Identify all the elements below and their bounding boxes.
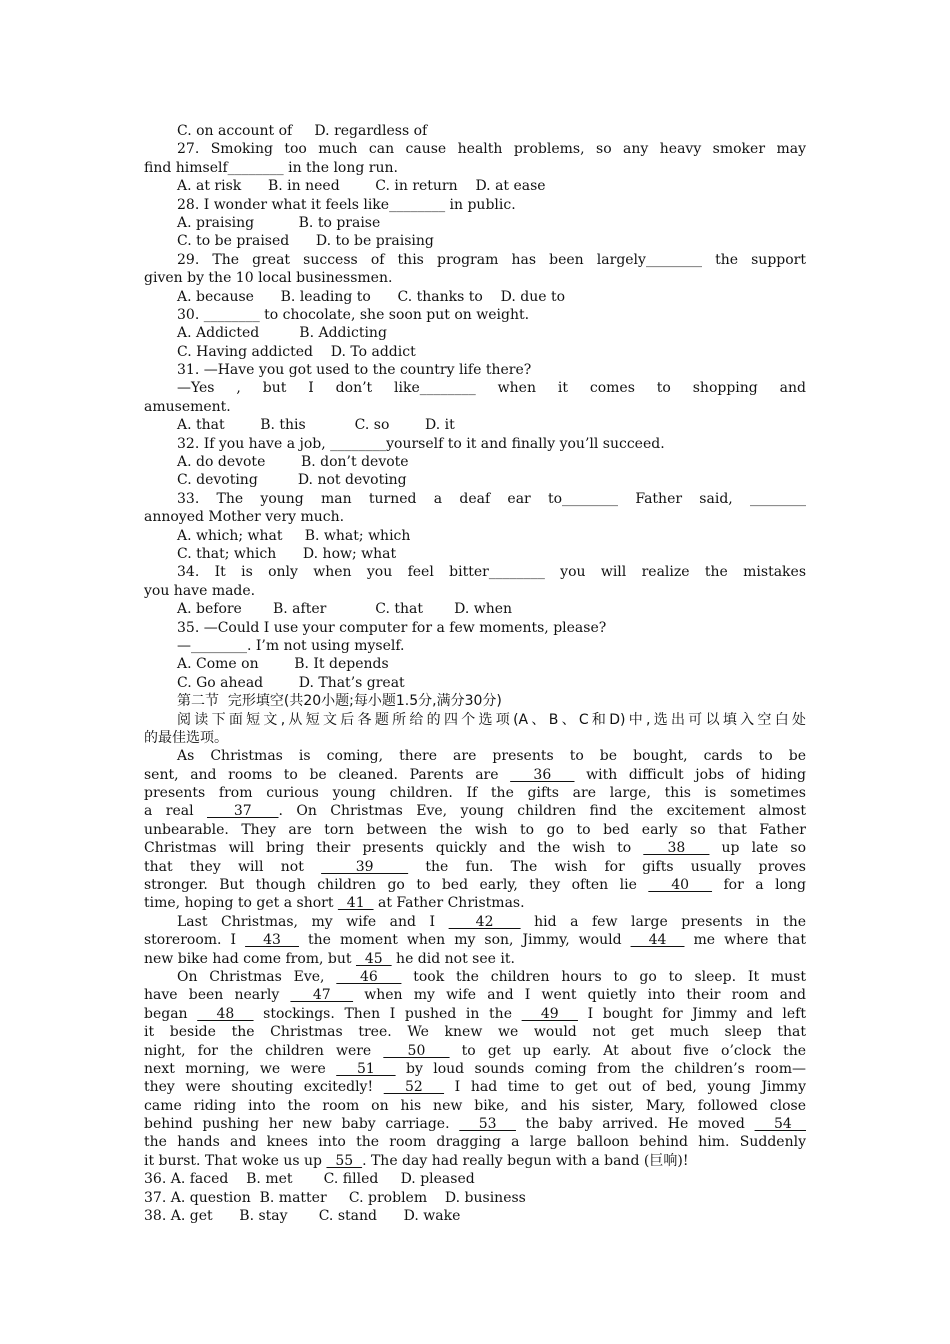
cloze-blank: 52	[383, 1079, 445, 1096]
cloze-blank: 50	[383, 1042, 450, 1059]
text-line: C. that; which D. how; what	[177, 545, 397, 562]
text-line: 27. Smoking too much can cause health problems, so any heavy smoker may	[177, 141, 806, 158]
cloze-blank: 44	[630, 932, 685, 949]
text-line: A. that B. this C. so D. it	[177, 417, 455, 434]
cloze-blank: 46	[336, 968, 402, 985]
text-line: On Christmas Eve, 46 took the children hours to go to sleep. It must	[177, 968, 806, 985]
text-line: 35. —Could I use your computer for a few moments, please?	[177, 619, 607, 636]
cloze-blank: 40	[648, 877, 713, 894]
text-line: C. Having addicted D. To addict	[177, 343, 416, 360]
text-line: Christmas will bring their presents quickly and the wish to 38 up late so	[144, 840, 806, 857]
cloze-blank: 47	[290, 987, 354, 1004]
text-line: A. before B. after C. that D. when	[177, 601, 513, 618]
text-line: A. which; what B. what; which	[177, 527, 411, 544]
cloze-blank: 38	[643, 840, 710, 857]
text-line: annoyed Mother very much.	[144, 509, 345, 526]
text-line: that they will not 39 the fun. The wish for gifts usually proves	[144, 858, 806, 875]
text-line: Last Christmas, my wife and I 42 hid a few large presents in the	[177, 913, 807, 930]
exam-document	[144, 122, 806, 1225]
cloze-blank: 49	[521, 1005, 578, 1022]
text-line: 28. I wonder what it feels like________ in public.	[177, 196, 516, 213]
text-line: amusement.	[144, 398, 231, 415]
text-line: C. to be praised D. to be praising	[177, 233, 434, 250]
text-line: 36. A. faced B. met C. filled D. pleased	[144, 1171, 475, 1188]
text-line: they were shouting excitedly! 52 I had time to get out of bed, young Jimmy	[144, 1079, 806, 1096]
text-line: C. devoting D. not devoting	[177, 472, 407, 489]
text-line: find himself________ in the long run.	[144, 159, 398, 176]
cloze-blank: 39	[321, 858, 409, 875]
text-line: —________. I’m not using myself.	[177, 637, 405, 654]
text-line: a real 37 . On Christmas Eve, young children find the excitement almost	[144, 803, 806, 820]
text-line: you have made.	[144, 582, 256, 599]
text-line: C. on account of D. regardless of	[177, 123, 428, 139]
text-line: 29. The great success of this program has been largely________ the support	[177, 251, 806, 268]
text-line: 37. A. question B. matter C. problem D. business	[144, 1189, 526, 1206]
text-line: storeroom. I 43 the moment when my son, Jimmy, would 44 me where that	[144, 932, 806, 949]
cloze-blank: 37	[207, 803, 279, 820]
text-line: next morning, we were 51 by loud sounds coming from the children’s room—	[144, 1060, 806, 1077]
text-line: have been nearly 47 when my wife and I went quietly into their room and	[144, 987, 806, 1004]
text-line: A. praising B. to praise	[177, 214, 381, 231]
text-line: night, for the children were 50 to get up early. At about five o’clock the	[144, 1042, 806, 1059]
text-line: began 48 stockings. Then I pushed in the 49 I bought for Jimmy and left	[144, 1005, 806, 1022]
cloze-blank: 48	[197, 1005, 254, 1022]
text-line: sent, and rooms to be cleaned. Parents are 36 with difficult jobs of hiding	[144, 766, 806, 783]
text-line: unbearable. They are torn between the wish to go to bed early so that Father	[144, 821, 806, 838]
text-line: 的最佳选项。	[144, 729, 228, 746]
text-line: it beside the Christmas tree. We knew we would not get much sleep that	[144, 1024, 806, 1041]
cloze-blank: 55	[326, 1152, 363, 1169]
cloze-blank: 53	[459, 1116, 516, 1133]
text-line: 30. ________ to chocolate, she soon put on weight.	[177, 306, 530, 323]
text-line: A. do devote B. don’t devote	[177, 454, 409, 471]
cloze-blank: 51	[336, 1060, 396, 1077]
cloze-blank: 42	[448, 913, 521, 930]
cloze-blank: 41	[337, 895, 374, 912]
text-line: A. Addicted B. Addicting	[177, 325, 387, 342]
text-line: stronger. But though children go to bed early, they often lie 40 for a long	[144, 877, 806, 894]
text-line: C. Go ahead D. That’s great	[177, 674, 405, 691]
text-line: 33. The young man turned a deaf ear to________ Father said, ________	[177, 490, 806, 507]
text-line: A. Come on B. It depends	[177, 656, 389, 673]
text-line: presents from curious young children. If the gifts are large, this is sometimes	[144, 785, 806, 802]
text-line: —Yes , but I don’t like________ when it comes to shopping and	[177, 380, 806, 397]
cloze-blank: 36	[510, 766, 575, 783]
text-line: it burst. That woke us up 55 . The day had really begun with a band (巨响)!	[144, 1152, 689, 1169]
text-line: 32. If you have a job, ________yourself to it and finally you’ll succeed.	[177, 435, 665, 452]
text-line: behind pushing her new baby carriage. 53 the baby arrived. He moved 54	[144, 1116, 806, 1133]
text-line: As Christmas is coming, there are presents to be bought, cards to be	[177, 748, 806, 765]
text-line: A. at risk B. in need C. in return D. at ease	[177, 178, 546, 195]
text-line: 31. —Have you got used to the country life there?	[177, 362, 532, 379]
text-line: 阅读下面短文,从短文后各题所给的四个选项(A、B、C和D)中,选出可以填入空白处	[177, 711, 806, 728]
text-line: given by the 10 local businessmen.	[144, 270, 393, 287]
text-line: 第二节 完形填空(共20小题;每小题1.5分,满分30分)	[177, 693, 502, 710]
text-line: new bike had come from, but 45 he did not see it.	[144, 950, 515, 967]
text-line: came riding into the room on his new bike, and his sister, Mary, followed close	[144, 1097, 806, 1114]
cloze-blank: 43	[245, 932, 299, 949]
text-line: 38. A. get B. stay C. stand D. wake	[144, 1208, 461, 1225]
text-line: 34. It is only when you feel bitter________ you will realize the mistakes	[177, 564, 806, 581]
text-line: A. because B. leading to C. thanks to D. due to	[177, 288, 566, 305]
text-line: time, hoping to get a short 41 at Father Christmas.	[144, 895, 525, 912]
cloze-blank: 45	[355, 950, 392, 967]
cloze-blank: 54	[754, 1116, 806, 1133]
text-line: the hands and knees into the room dragging a large balloon behind him. Suddenly	[144, 1134, 806, 1151]
